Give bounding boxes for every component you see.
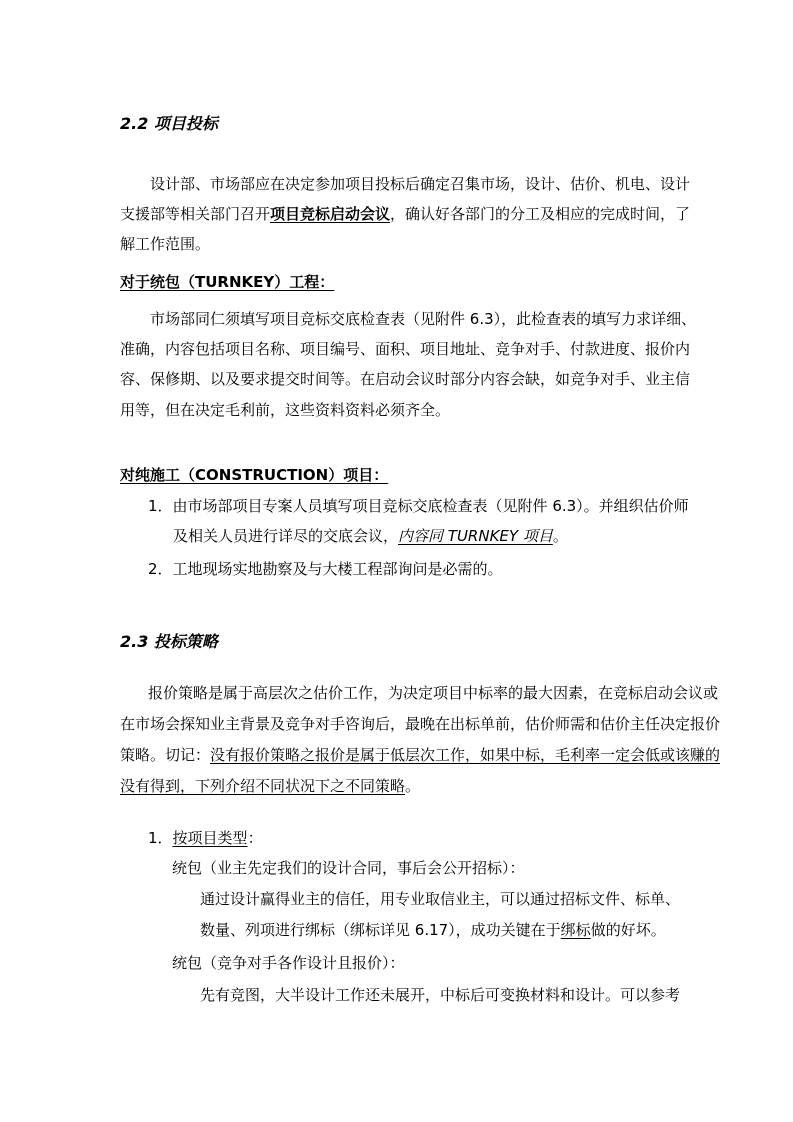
paragraph-line: [120, 745, 720, 765]
text-run: 做的好坏。: [590, 921, 666, 939]
paragraph-line: 解工作范围。: [120, 235, 211, 253]
paragraph-line: 通过设计赢得业主的信任，用专业取信业主，可以通过招标文件、标单、: [200, 890, 681, 908]
list-item-1-continuation: [173, 526, 568, 546]
paragraph-line: 市场部同仁须填写项目竞标交底检查表（见附件 6.3），此检查表的填写力求详细、: [150, 310, 697, 328]
text-run: ：: [247, 829, 263, 847]
emphasis-same-as-turnkey: 内容同 TURNKEY 项目: [398, 527, 553, 545]
paragraph-line: 容、保修期、以及要求提交时间等。在启动会议时部分内容会缺，如竞争对手、业主信: [120, 370, 691, 388]
emphasis-kickoff-meeting: 项目竞标启动会议: [270, 205, 391, 223]
emphasis-bid-binding: 绑标: [560, 921, 591, 939]
paragraph-line: 在市场会探知业主背景及竞争对手咨询后，最晚在出标单前，估价师需和估价主任决定报价: [120, 715, 721, 733]
subitem-turnkey-competitors: 统包（竞争对手各作设计且报价）：: [172, 954, 405, 972]
paragraph-line: [120, 776, 420, 796]
text-run: 策略。切记：: [120, 746, 211, 764]
section-heading-2-2: 2.2 项目投标: [120, 114, 218, 133]
paragraph-line: 先有竞图，大半设计工作还未展开，中标后可变换材料和设计。可以参考: [200, 986, 681, 1004]
text-run: ，确认好各部门的分工及相应的完成时间，了: [390, 205, 691, 223]
paragraph-line: 用等，但在决定毛利前，这些资料资料必须齐全。: [120, 401, 451, 419]
text-run: 数量、列项进行绑标（绑标详见 6.17），成功关键在于: [200, 921, 561, 939]
paragraph-line: 报价策略是属于高层次之估价工作，为决定项目中标率的最大因素，在竞标启动会议或: [148, 684, 719, 702]
construction-heading: 对纯施工（CONSTRUCTION）项目：: [120, 466, 389, 484]
paragraph-line: 准确，内容包括项目名称、项目编号、面积、项目地址、竞争对手、付款进度、报价内: [120, 340, 691, 358]
paragraph-line: [200, 920, 666, 940]
list-item-project-type: [148, 828, 263, 848]
paragraph-line: [120, 204, 690, 224]
emphasis-project-type: 按项目类型: [172, 829, 248, 847]
list-item-1: 1．由市场部项目专案人员填写项目竞标交底检查表（见附件 6.3）。并组织估价师: [148, 497, 689, 515]
paragraph-line: 设计部、市场部应在决定参加项目投标后确定召集市场，设计、估价、机电、设计: [150, 175, 691, 193]
subitem-turnkey-design-contract: 统包（业主先定我们的设计合同，事后会公开招标）：: [172, 859, 525, 877]
section-heading-2-3: 2.3 投标策略: [120, 632, 218, 651]
text-run: 。: [552, 527, 568, 545]
emphasis-warning: 没有报价策略之报价是属于低层次工作，如果中标，毛利率一定会低或该赚的: [210, 746, 721, 764]
text-run: 。: [405, 777, 421, 795]
list-item-2: 2．工地现场实地勘察及与大楼工程部询问是必需的。: [148, 560, 503, 578]
turnkey-heading: 对于统包（TURNKEY）工程：: [120, 273, 335, 291]
text-run: 及相关人员进行详尽的交底会议，: [173, 527, 399, 545]
emphasis-warning: 没有得到，下列介绍不同状况下之不同策略: [120, 777, 406, 795]
text-run: 1．: [148, 829, 173, 847]
text-run: 支援部等相关部门召开: [120, 205, 271, 223]
